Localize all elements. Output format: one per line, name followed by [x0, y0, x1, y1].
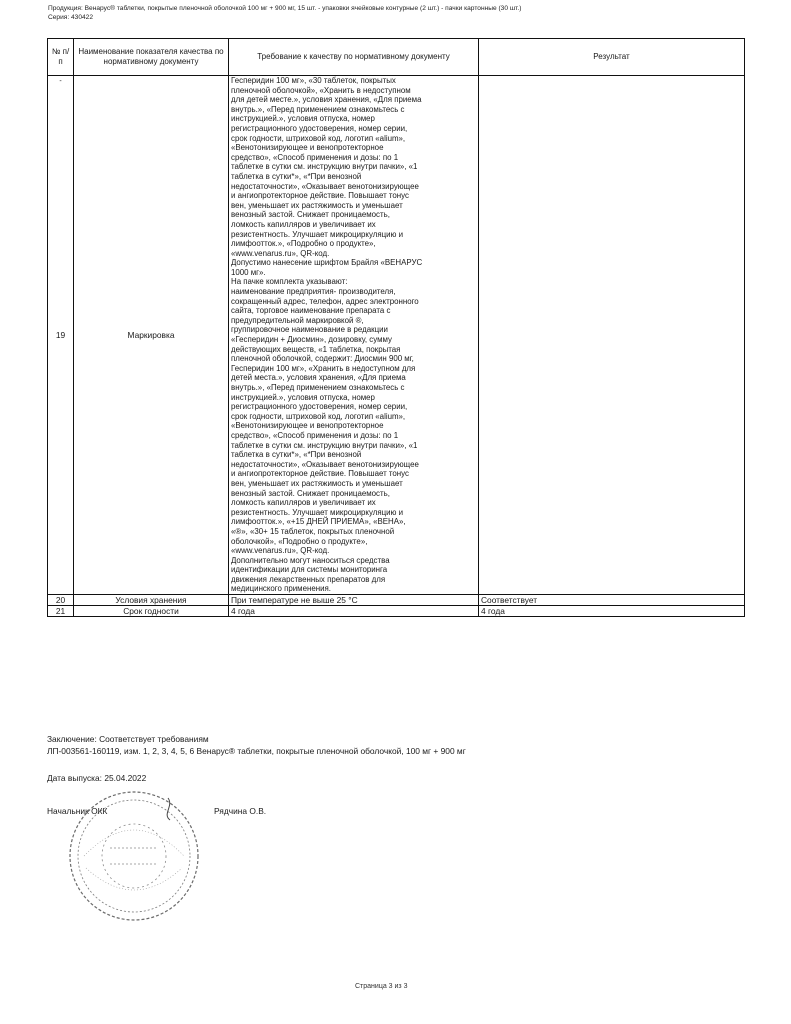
row-name: Срок годности: [74, 606, 229, 617]
row-requirement: При температуре не выше 25 °С: [229, 595, 479, 606]
table-row: [48, 606, 745, 617]
row-name: Условия хранения: [74, 595, 229, 606]
table-header-row: [48, 39, 745, 76]
table-row: [48, 595, 745, 606]
conclusion-line-2: ЛП-003561-160119, изм. 1, 2, 3, 4, 5, 6 Венарус® таблетки, покрытые пленочной оболочкой, 100 мг + 900 мг: [47, 746, 466, 756]
signatory-title: Начальник ОКК: [47, 806, 108, 816]
document-header: [48, 4, 748, 22]
row-requirement: Гесперидин 100 мг», «30 таблеток, покрытых пленочной оболочкой», «Хранить в недоступном для детей месте.», условия хранения, «Для приема внутрь.», «Перед применением ознакомьтесь с инструкцией.», условия отпуска, номер регистрационного удостоверения, номер серии, срок годности, штриховой код, логотип «alium», «Венотонизирующее и венопротекторное средство», «Способ применения и дозы: по 1 таблетке в сутки см. инструкцию внутри пачки», «1 таблетка в сутки*», «*При венозной недостаточности», «Оказывает венотонизирующее и ангиопротекторное действие. Повышает тонус вен, уменьшает их растяжимость и уменьшает венозный застой. Снижает проницаемость, ломкость капилляров и увеличивает их резистентность. Улучшает микроциркуляцию и лимфоотток.», «Подробно о продукте», «www.venarus.ru», QR-код. Допустимо нанесение шрифтом Брайля «ВЕНАРУС 1000 мг». На пачке комплекта указывают: наименование предприятия- производителя, сокращенный адрес, телефон, адрес электронного сайта, торговое наименование препарата с предупредительной маркировкой ®, группировочное наименование в редакции «Гесперидин + Диосмин», дозировку, сумму действующих веществ, «1 таблетка, покрытая пленочной оболочкой, содержит: Диосмин 900 мг, Гесперидин 100 мг», «Хранить в недоступном для детей места.», условия хранения, «Для приема внутрь.», «Перед применением ознакомьтесь с инструкцией.», условия отпуска, номер регистрационного удостоверения, номер серии, срок годности, штриховой код, логотип «alium», «Венотонизирующее и венопротекторное средство», «Способ применения и дозы: по 1 таблетке в сутки см. инструкцию внутри пачки», «1 таблетка в сутки*», «*При венозной недостаточности», «Оказывает венотонизирующее и ангиопротекторное действие. Повышает тонус вен, уменьшает их растяжимость и уменьшает венозный застой. Снижает проницаемость, ломкость капилляров и увеличивает их резистентность. Улучшает микроциркуляцию и лимфоотток.», «+15 ДНЕЙ ПРИЕМА», «ВЕНА», «®», «30+ 15 таблеток, покрытых пленочной оболочкой», «Подробно о продукте», «www.venarus.ru», QR-код. Дополнительно могут наноситься средства идентификации для системы мониторинга движения лекарственных препаратов для медицинского применения.: [229, 76, 479, 595]
signatory-name: Рядчина О.В.: [214, 806, 267, 816]
product-line: Продукция: Венарус® таблетки, покрытые пленочной оболочкой 100 мг + 900 мг, 15 шт. - упаковки ячейковые контурные (2 шт.) - пачки картонные (30 шт.): [48, 5, 522, 12]
page-number: Страница 3 из 3: [355, 983, 408, 990]
series-line: Серия: 430422: [48, 14, 94, 21]
table-row: [48, 76, 745, 595]
row-result: Соответствует: [479, 595, 745, 606]
continuation-mark: -: [59, 78, 62, 85]
row-num: 21: [48, 606, 74, 617]
row-result: 4 года: [479, 606, 745, 617]
row-requirement: 4 года: [229, 606, 479, 617]
row-num: 20: [48, 595, 74, 606]
conclusion-line-1: Заключение: Соответствует требованиям: [47, 734, 209, 744]
row-result: [479, 76, 745, 595]
row-num-cell: [48, 76, 74, 595]
header-num: № п/п: [48, 39, 74, 76]
header-requirement: Требование к качеству по нормативному документу: [229, 39, 479, 76]
row-name: Маркировка: [74, 76, 229, 595]
header-result: Результат: [479, 39, 745, 76]
row-num: 19: [55, 330, 66, 341]
conclusion: [47, 733, 747, 757]
issue-date: Дата выпуска: 25.04.2022: [47, 773, 147, 783]
header-name: Наименование показателя качества по нормативному документу: [74, 39, 229, 76]
quality-table: [47, 38, 745, 617]
